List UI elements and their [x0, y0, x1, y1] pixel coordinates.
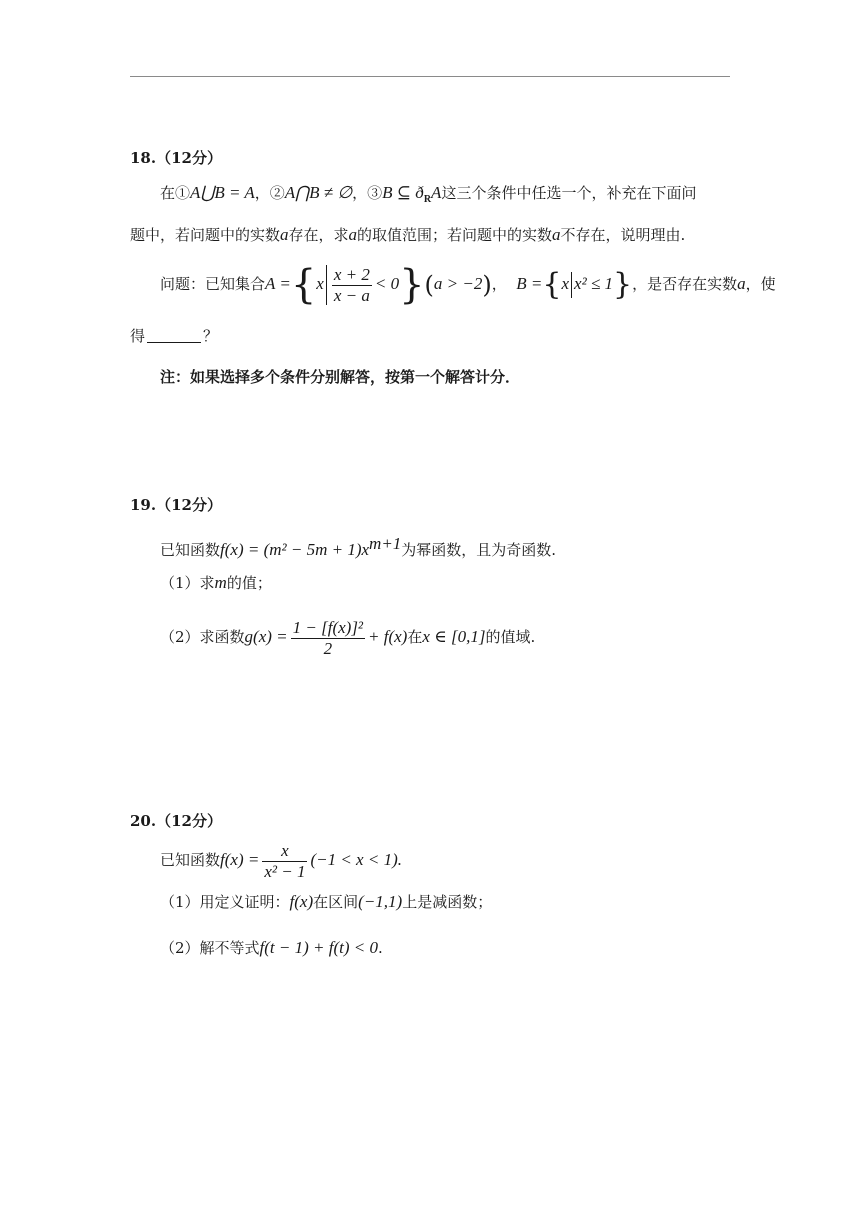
q20-p1-a: （1）用定义证明：: [160, 893, 290, 911]
q18-cond3: B ⊆ ð: [382, 183, 424, 202]
q19-p2-c: 的值域.: [485, 628, 536, 646]
q18-intro-a: 在①: [160, 184, 191, 202]
q19-p2-num: 1 − [f(x)]²: [292, 617, 364, 637]
set-bar: [326, 265, 327, 305]
q20-stem-a: 已知函数: [160, 851, 221, 869]
q18-setA-num: x + 2: [333, 264, 370, 284]
q20-stem-cond: (−1 < x < 1).: [310, 850, 402, 869]
q20-p2-end: .: [378, 939, 383, 957]
q19-stem-a: 已知函数: [160, 541, 221, 559]
q20-p2-a: （2）解不等式: [160, 939, 260, 957]
q18-line2-d: 不存在，说明理由.: [560, 226, 686, 244]
q19-p1-m: m: [214, 573, 227, 592]
q18-line2-b: 存在，求: [288, 226, 349, 244]
left-paren-icon: (: [424, 271, 434, 299]
q18-line2-a: 题中，若问题中的实数: [130, 226, 281, 244]
right-brace-icon: }: [613, 267, 633, 302]
q20-p2-ineq: f(t − 1) + f(t) < 0: [259, 938, 378, 957]
q19-stem-b: 为幂函数，且为奇函数.: [401, 541, 557, 559]
q18-line3: 问题：已知集合A ={x $\frac{x + 2}{x - a}$ < 0}(a > −2)， B ={x x² ≤ 1}，是否存在实数a，使: [160, 262, 776, 308]
q18-note: 注：如果选择多个条件分别解答，按第一个解答计分．: [160, 368, 521, 386]
set-bar: [571, 272, 572, 298]
q18-sep1: ，②: [254, 184, 285, 202]
q18-line2-c: 的取值范围；若问题中的实数: [357, 226, 553, 244]
q20-stem-frac: [262, 842, 307, 881]
q20-header: 20.（12分）: [130, 812, 222, 830]
right-brace-icon: }: [399, 262, 425, 308]
q18-setA-cond: a > −2: [433, 274, 483, 293]
q19-p2-g: g(x) =: [244, 627, 288, 646]
answer-blank[interactable]: [147, 342, 201, 343]
q20-p1-c: 上是减函数；: [402, 893, 493, 911]
q18-problem-prefix: 问题：已知集合: [160, 275, 266, 293]
q18-line4-end: ？: [203, 327, 219, 345]
q19-p2-b: 在: [407, 628, 423, 646]
q19-p2-dom: x ∈ [0,1]: [422, 627, 486, 646]
q20-stem-den: x² − 1: [264, 861, 306, 881]
q20-part2: [160, 938, 383, 958]
q19-p1-b: 的值；: [226, 574, 272, 592]
header-rule: [130, 76, 730, 77]
q18-line4-start: 得: [130, 327, 146, 345]
q18-var-a1: a: [280, 225, 289, 244]
q18-line1: [160, 183, 696, 210]
q19-part1: [160, 573, 272, 593]
q18-cond2: A⋂B ≠ ∅: [284, 183, 353, 202]
left-brace-icon: {: [542, 267, 562, 302]
q19-stem-expr: f(x) = (m² − 5m + 1)x: [220, 540, 370, 559]
q18-problem-end: ，使: [745, 275, 776, 293]
q18-var-a2: a: [348, 225, 358, 244]
q20-stem-num: x: [262, 842, 307, 862]
q18-setB-expr: x² ≤ 1: [574, 274, 614, 293]
q19-stem-exp: m+1: [369, 534, 402, 553]
q20-stem: [160, 838, 402, 882]
q18-setA-den: x − a: [333, 285, 370, 305]
q18-cond1: A⋃B = A: [190, 183, 255, 202]
q20-stem-f: f(x) =: [220, 850, 260, 869]
q18-intro-b: 这三个条件中任选一个，补充在下面问: [441, 184, 697, 202]
q18-setA-var: x: [316, 274, 324, 293]
q18-cond3-sub: R: [423, 194, 432, 205]
q18-setA-frac: [332, 266, 372, 305]
right-paren-icon: ): [482, 271, 492, 299]
q18-line2: [130, 225, 685, 245]
q18-cond3-end: A: [431, 183, 442, 202]
q19-p2-den: 2: [323, 638, 333, 658]
q20-part1: [160, 892, 492, 912]
q18-line4: [130, 326, 218, 346]
left-brace-icon: {: [290, 262, 317, 308]
q18-problem-suffix: ，是否存在实数: [632, 275, 738, 293]
q19-p2-plus: + f(x): [368, 627, 408, 646]
q18-var-a3: a: [552, 225, 561, 244]
q19-stem: [160, 534, 556, 560]
q19-p1-a: （1）求: [160, 574, 215, 592]
q20-p1-b: 在区间: [313, 893, 359, 911]
q20-p1-int: (−1,1): [358, 892, 403, 911]
q18-problem-a: a: [737, 274, 746, 293]
q19-header: 19.（12分）: [130, 496, 222, 514]
q18-setA-rel: < 0: [374, 274, 400, 293]
q19-part2: [160, 615, 535, 659]
q18-setB-var: x: [561, 274, 570, 293]
q18-setB-name: B =: [516, 274, 543, 293]
q19-p2-frac: [291, 619, 365, 658]
q18-setA-name: A =: [265, 274, 291, 293]
q19-p2-a: （2）求函数: [160, 628, 245, 646]
q18-header: 18.（12分）: [130, 149, 222, 167]
q18-sep2: ，③: [352, 184, 383, 202]
q20-p1-f: f(x): [289, 892, 314, 911]
